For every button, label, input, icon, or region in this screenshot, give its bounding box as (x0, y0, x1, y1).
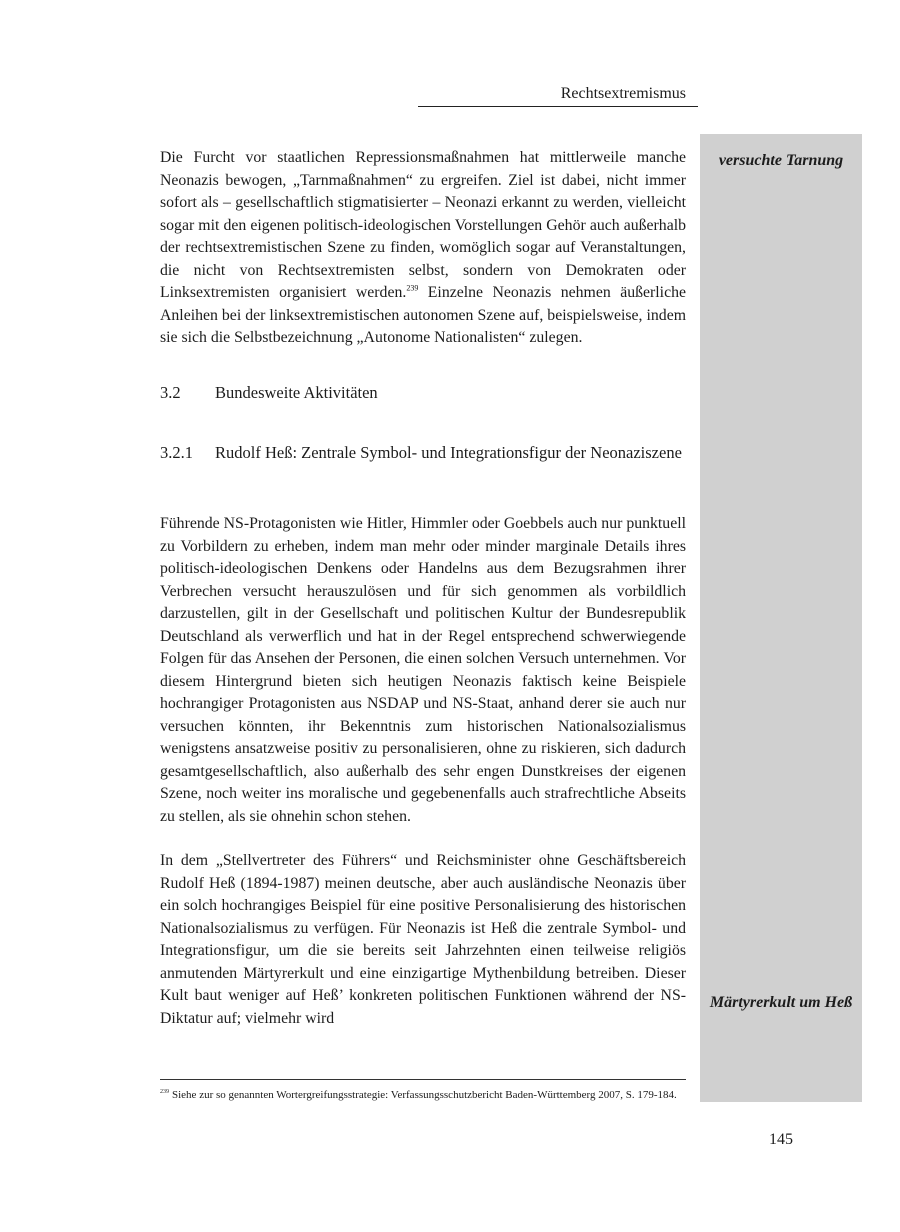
margin-column (700, 134, 862, 1102)
footnote (160, 1087, 686, 1103)
footnote-text: Siehe zur so genannten Wortergreifungsstrategie: Verfassungsschutzbericht Baden-Württemberg 2007, S. 179-184. (172, 1089, 677, 1101)
section-heading-3-2 (160, 381, 686, 441)
main-content (160, 147, 686, 1030)
section-heading-3-2-1 (160, 441, 686, 513)
running-header: Rechtsextremismus (560, 85, 686, 102)
paragraph-ns-protagonisten: Führende NS-Protagonisten wie Hitler, Himmler oder Goebbels auch nur punktuell zu Vorbildern zu erheben, indem man mehr oder minder marginale Details ihres politisch-ideologischen Denkens oder Handelns aus dem Bezugsrahmen ihrer Verbrechen versucht herauszulösen und für sich genommen als vorbildlich darzustellen, gilt in der Gesellschaft und politischen Kultur der Bundesrepublik Deutschland als verwerflich und hat in der Regel entsprechend schwerwiegende Folgen für das Ansehen der Personen, die einen solchen Versuch unternehmen. Vor diesem Hintergrund bieten sich heutigen Neonazis faktisch keine Beispiele hochrangiger Protagonisten aus NSDAP und NS-Staat, anhand derer sie auch nur versuchen könnten, ihr Bekenntnis zum historischen Nationalsozialismus wenigstens ansatzweise positiv zu personalisieren, ohne zu riskieren, sich dadurch gesamtgesellschaftlich, also außerhalb des sehr engen Dunstkreises der eigenen Szene, noch weiter ins moralische und gegebenenfalls auch strafrechtliche Abseits zu stellen, als sie ohnehin schon stehen. (160, 515, 686, 825)
section-number: 3.2.1 (160, 443, 193, 462)
footnote-number: 239 (160, 1089, 169, 1095)
header-rule (418, 106, 698, 107)
paragraph-text: Einzelne Neonazis nehmen äußerliche Anleihen bei der linksextremistischen autonomen Szene auf, beispielsweise, indem sie sich die Selbstbezeichnung „Autonome Nationalisten“ zulegen. (160, 284, 686, 346)
paragraph-hess: In dem „Stellvertreter des Führers“ und Reichsminister ohne Geschäftsbereich Rudolf Heß (1894-1987) meinen deutsche, aber auch ausländische Neonazis über ein solch hochrangiges Beispiel für eine positive Personalisierung des historischen Nationalsozialismus zu verfügen. Für Neonazis ist Heß die zentrale Symbol- und Integrationsfigur, um die sie bereits seit Jahrzehnten einen teilweise religiös anmutenden Märtyrerkult und eine einzigartige Mythenbildung betreiben. Dieser Kult baut weniger auf Heß’ konkreten politischen Funktionen während der NS-Diktatur auf; vielmehr wird (160, 852, 686, 1027)
section-number: 3.2 (160, 383, 181, 402)
paragraph-text: Die Furcht vor staatlichen Repressionsmaßnahmen hat mittlerweile manche Neonazis bewogen, „Tarnmaßnahmen“ zu ergreifen. Ziel ist dabei, nicht immer sofort als – gesellschaftlich stigmatisierter – Neonazi erkannt zu werden, vielleicht sogar mit den eigenen politisch-ideologischen Vorstellungen Gehör auch außerhalb der rechtsextremistischen Szene zu finden, womöglich sogar auf Veranstaltungen, die nicht von Rechtsextremisten selbst, sondern von Demokraten oder Linksextremisten organisiert werden. (160, 149, 686, 301)
paragraph-tarnung (160, 147, 686, 381)
margin-note-maertyrerkult: Märtyrerkult um Heß (709, 994, 853, 1011)
footnote-rule (160, 1079, 686, 1080)
section-title: Bundesweite Aktivitäten (215, 383, 378, 402)
margin-note-tarnung: versuchte Tarnung (718, 152, 844, 169)
section-title: Rudolf Heß: Zentrale Symbol- und Integrationsfigur der Neonaziszene (215, 443, 682, 462)
footnote-reference: 239 (406, 283, 419, 293)
page-number: 145 (769, 1131, 793, 1148)
